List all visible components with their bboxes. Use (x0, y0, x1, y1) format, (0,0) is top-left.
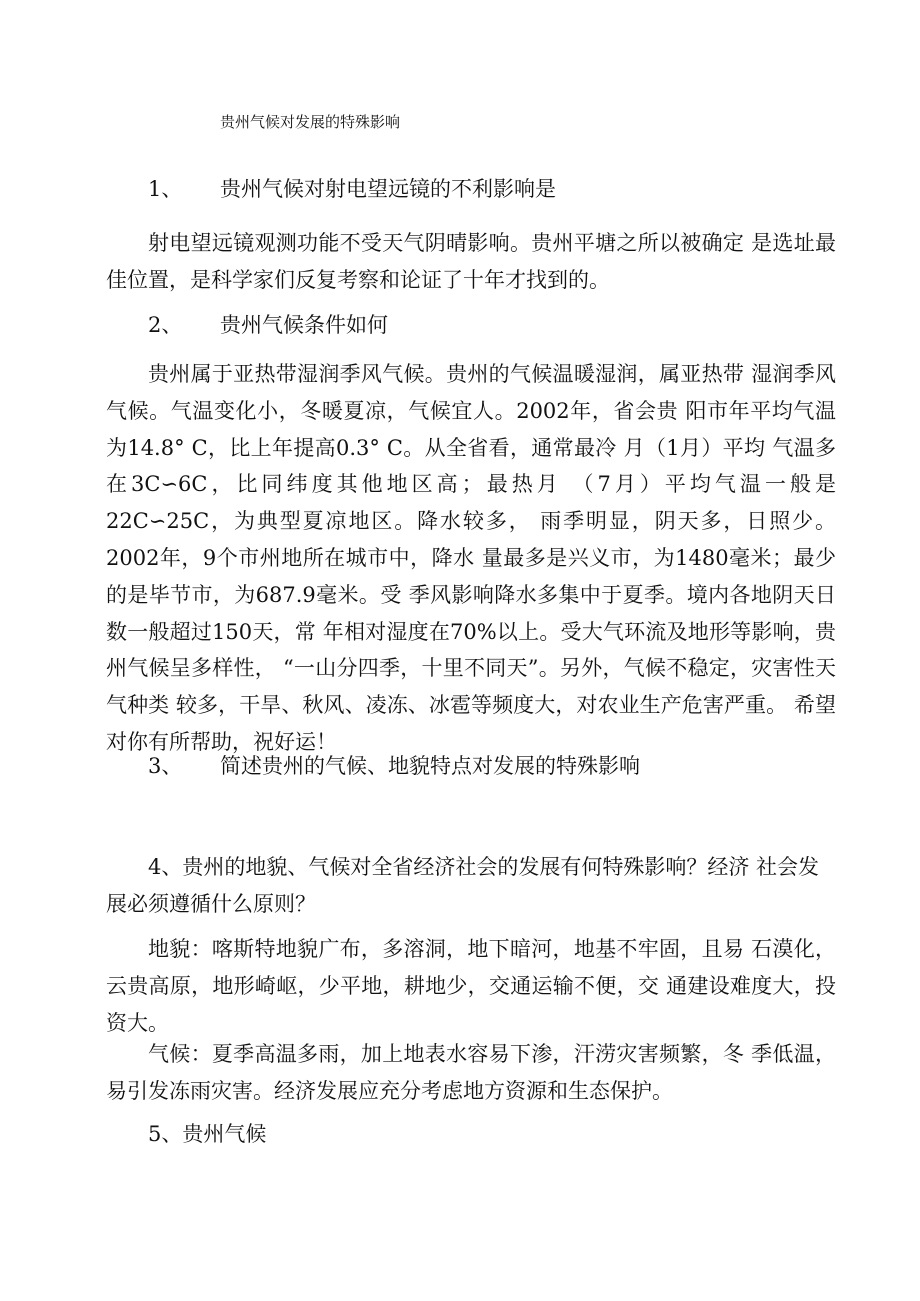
section-2-body: 贵州属于亚热带湿润季风气候。贵州的气候温暖湿润，属亚热带 湿润季风气候。气温变化小，冬暖夏凉，气候宜人。2002年，省会贵 阳市年平均气温为14.8° C，比上年提高0.3° C。从全省看，通常最冷 月（1月）平均 气温多在3C∽6C，比同纬度其他地区高；最热月 （7月）平均气温一般是22C∽25C，为典型夏凉地区。降水较多， 雨季明显，阴天多，日照少。2002年，9个市州地所在城市中，降水 量最多是兴义市，为1480毫米；最少的是毕节市，为687.9毫米。受 季风影响降水多集中于夏季。境内各地阴天日数一般超过150天，常 年相对湿度在70%以上。受大气环流及地形等影响，贵州气候呈多样性， “一山分四季，十里不同天”。另外，气候不稳定，灾害性天气种类 较多，干旱、秋风、凌冻、冰雹等频度大，对农业生产危害严重。 希望对你有所帮助，祝好运！ (106, 362, 836, 754)
section-4-heading: 4、贵州的地貌、气候对全省经济社会的发展有何特殊影响？经济 社会发展必须遵循什么原则？ (106, 855, 820, 916)
section-1-heading-text: 贵州气候对射电望远镜的不利影响是 (220, 177, 556, 201)
section-2-heading (148, 310, 388, 340)
section-3-heading (148, 751, 640, 781)
section-1-heading (148, 174, 556, 204)
section-4-climate-body: 气候：夏季高温多雨，加上地表水容易下渗，汗涝灾害频繁，冬 季低温，易引发冻雨灾害。经济发展应充分考虑地方资源和生态保护。 (106, 1042, 836, 1103)
section-5-heading: 5、贵州气候 (148, 1122, 267, 1146)
section-4-landform-body: 地貌：喀斯特地貌广布，多溶洞，地下暗河，地基不牢固，且易 石漠化，云贵高原，地形崎岖，少平地，耕地少，交通运输不便，交 通建设难度大，投资大。 (106, 937, 836, 1035)
section-3-number: 3、 (148, 754, 183, 778)
section-2-number: 2、 (148, 313, 183, 337)
section-1-number: 1、 (148, 177, 183, 201)
section-3-heading-text: 简述贵州的气候、地貌特点对发展的特殊影响 (220, 754, 640, 778)
section-2-heading-text: 贵州气候条件如何 (220, 313, 388, 337)
section-1-body: 射电望远镜观测功能不受天气阴晴影响。贵州平塘之所以被确定 是选址最佳位置，是科学家们反复考察和论证了十年才找到的。 (106, 231, 836, 292)
document-title: 贵州气候对发展的特殊影响 (220, 113, 401, 131)
